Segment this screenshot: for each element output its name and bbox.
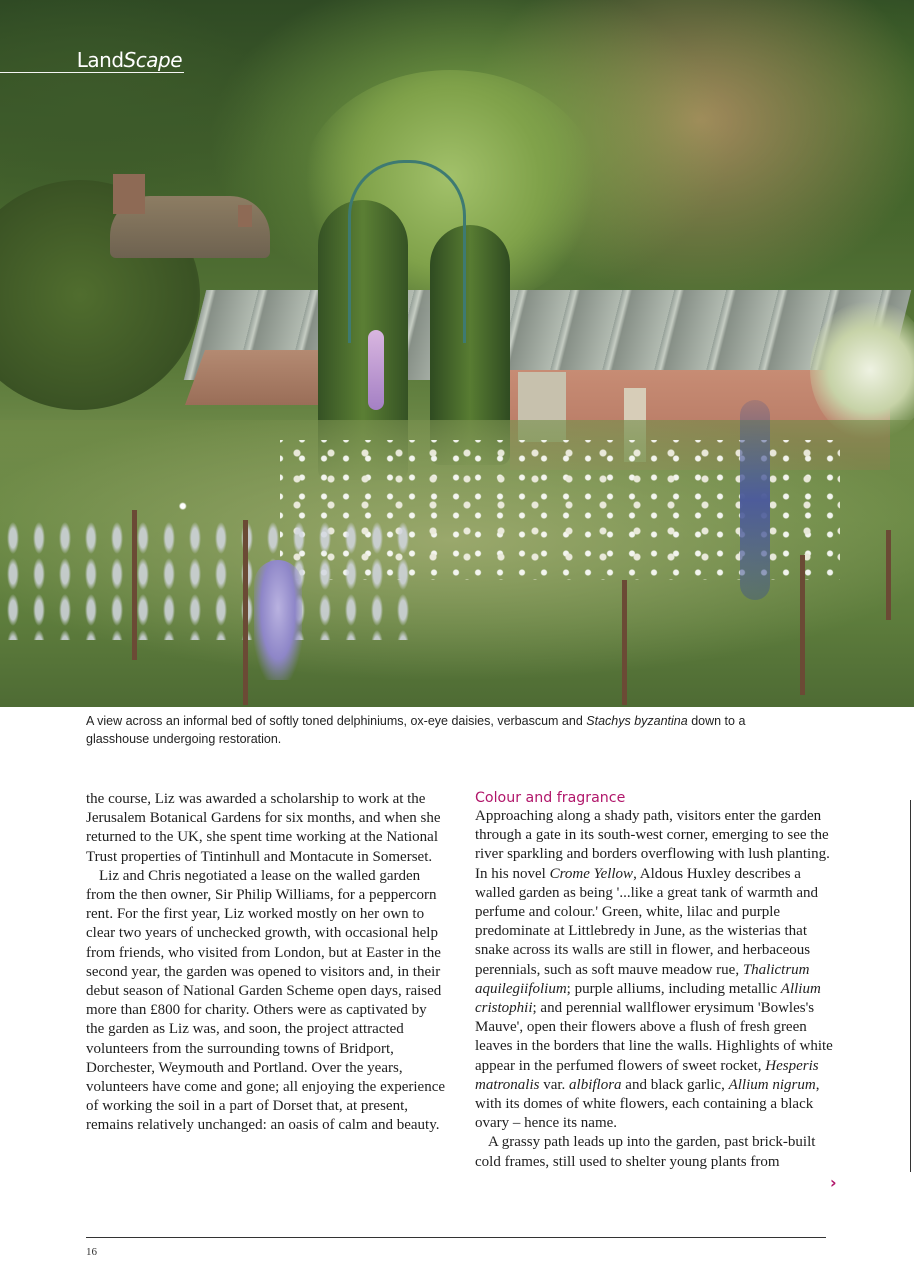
stake-shape [243,520,248,705]
blue-delphinium-shape [740,400,770,600]
foxglove-shape [368,330,384,410]
stake-shape [132,510,137,660]
section-subhead: Colour and fragrance [475,790,626,806]
page-edge-rule [910,800,911,1172]
chimney-shape-small [238,205,252,227]
masthead [0,46,184,73]
photo-caption: A view across an informal bed of softly toned delphiniums, ox-eye daisies, verbascum and Stachys byzantina down to a glasshouse undergoing restoration. [86,714,746,746]
iron-arch-shape [348,160,466,343]
continue-arrow-icon: › [830,1173,837,1192]
stachys-shape [0,520,420,640]
delphinium-shape [254,560,302,680]
chimney-shape [113,174,145,214]
paragraph: Approaching along a shady path, visitors enter the garden through a gate in its south-west corner, emerging to see the river sparkling and borders overflowing with lush planting. In his novel Crome Yellow, Aldous Huxley describes a walled garden as being '...like a great tank of warmth and perfume and colour.' Green, white, lilac and purple predominate at Littlebredy in June, as the wisterias that snake across its walls are still in flower, and herbaceous perennials, such as soft mauve meadow rue, Thalictrum aquilegiifolium; purple alliums, including metallic Allium cristophii; and perennial wallflower erysimum 'Bowles's Mauve', open their flowers above a flush of fresh green leaves in the borders that line the walls. Highlights of white appear in the perfumed flowers of sweet rocket, Hesperis matronalis var. albiflora and black garlic, Allium nigrum, with its domes of white flowers, each containing a black ovary – hence its name. [475,808,833,1132]
article-column-left [86,790,446,1136]
paragraph: A grassy path leads up into the garden, past brick-built cold frames, still used to shelter young plants from [475,1134,816,1170]
page-number: 16 [86,1246,97,1258]
masthead-title: LandScape [76,48,182,72]
stake-shape [886,530,891,620]
footer-rule [86,1237,826,1238]
stake-shape [800,555,805,695]
paragraph: Liz and Chris negotiated a lease on the walled garden from the then owner, Sir Philip Williams, for a peppercorn rent. For the first year, Liz worked mostly on her own to clear two years of unchecked growth, with occasional help from friends, who visited from London, but at Easter in the second year, the garden was opened to visitors and, in their debut season of National Garden Scheme open days, raised more than £800 for charity. Others were as captivated by the garden as Liz was, and soon, the project attracted volunteers from the surrounding towns of Bridport, Dorchester, Weymouth and Portland. Over the years, volunteers have come and gone; all enjoying the experience of working the soil in a part of Dorset that, at present, remains relatively unchanged: an oasis of calm and beauty. [86,867,446,1134]
article-column-right [475,790,835,1172]
paragraph: the course, Liz was awarded a scholarship to work at the Jerusalem Botanical Gardens for six months, and when she returned to the UK, she spent time working at the National Trust properties of Tintinhull and Montacute in Somerset. [86,791,441,865]
stake-shape [622,580,627,705]
